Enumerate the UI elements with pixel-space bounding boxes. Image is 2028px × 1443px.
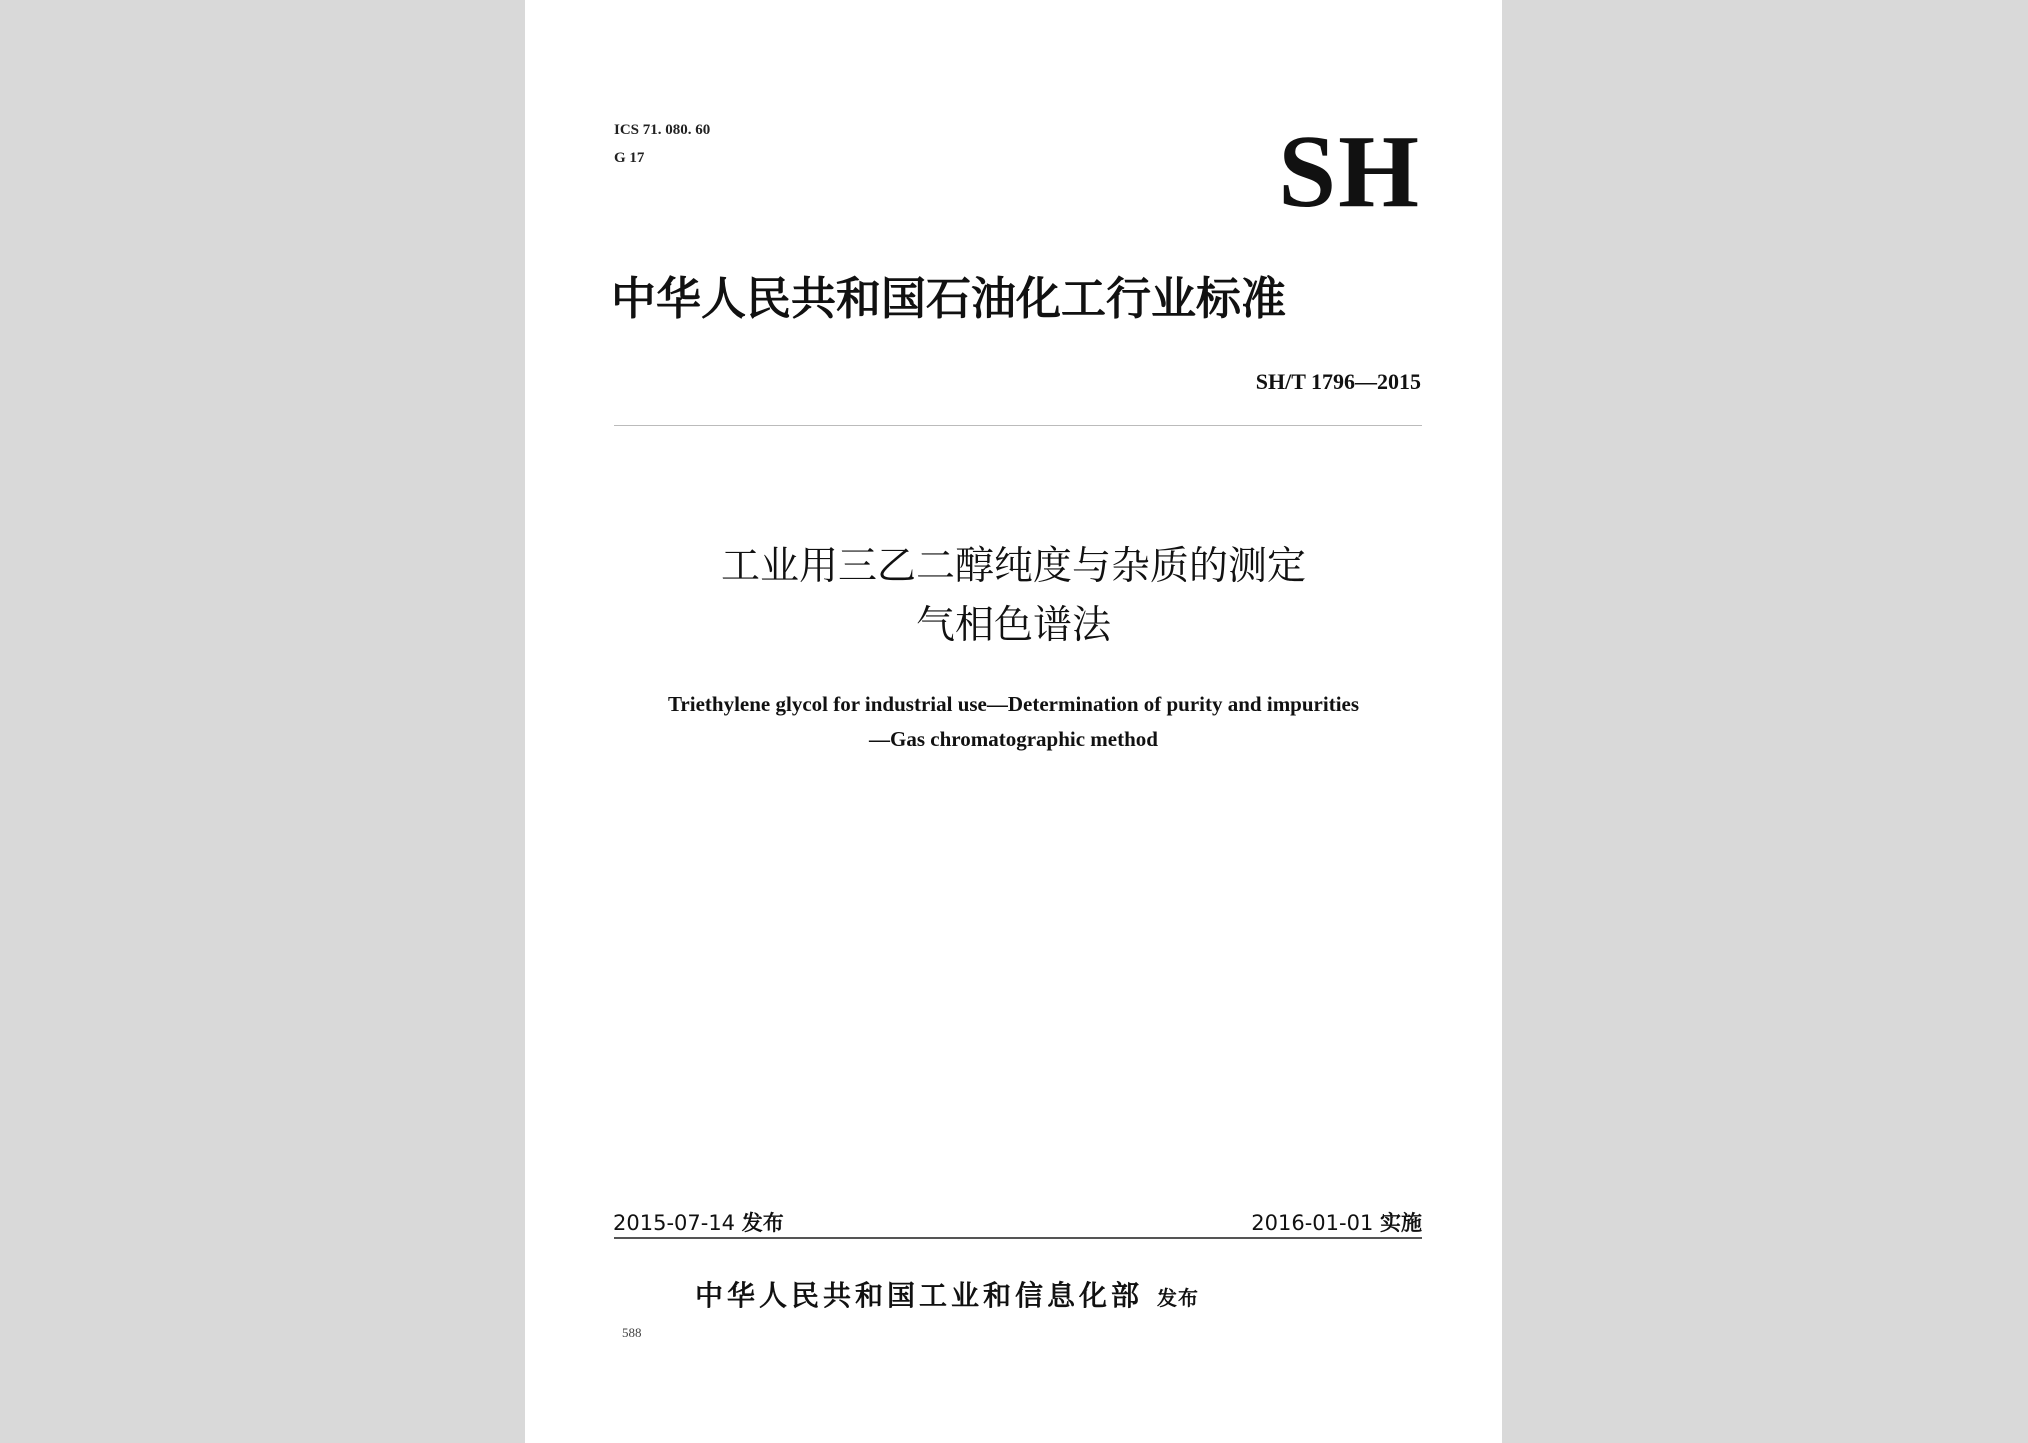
ics-code: ICS 71. 080. 60: [614, 122, 711, 138]
document-page: [525, 0, 1502, 1443]
issue-date-label: 发布: [741, 1211, 784, 1235]
issuer-name: 中华人民共和国工业和信息化部: [695, 1279, 1144, 1312]
implementation-date-label: 实施: [1380, 1211, 1422, 1235]
issue-date-value: 2015-07-14: [613, 1211, 736, 1235]
implementation-date-value: 2016-01-01: [1251, 1211, 1374, 1235]
english-title-line-1: Triethylene glycol for industrial use—Determination of purity and impurities: [667, 692, 1360, 716]
sh-logo: SH: [1278, 114, 1421, 229]
issue-date: [613, 1207, 784, 1237]
standard-number: SH/T 1796—2015: [1255, 369, 1421, 394]
standard-category: 中华人民共和国石油化工行业标准: [611, 272, 1287, 325]
english-title-line-2: —Gas chromatographic method: [869, 727, 1158, 751]
header-divider: [614, 425, 1422, 426]
chinese-title-line-2: 气相色谱法: [915, 603, 1111, 648]
date-divider: [614, 1237, 1422, 1239]
implementation-date: [1251, 1207, 1422, 1237]
classification-code: G 17: [614, 150, 645, 166]
chinese-title-line-1: 工业用三乙二醇纯度与杂质的测定: [720, 544, 1306, 589]
issuing-authority: [695, 1274, 1199, 1314]
issuer-suffix: 发布: [1157, 1286, 1200, 1310]
page-number: 588: [622, 1325, 642, 1340]
